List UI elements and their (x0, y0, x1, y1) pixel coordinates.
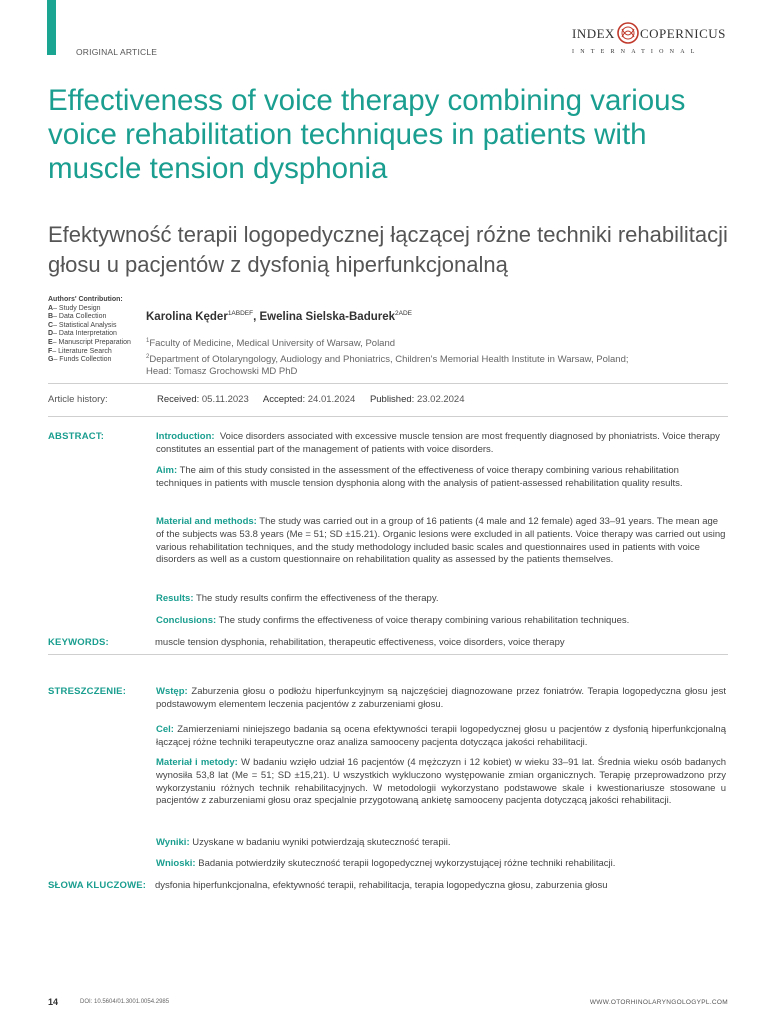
streszczenie-wstep: Wstęp: Zaburzenia głosu o podłożu hiperfunkcyjnym są najczęściej diagnozowane przez foniatrów. Terapia logopedyczna głosu jest podstawowym elementem leczenia pacjentów z zaburzeniami głosu. (156, 686, 727, 710)
contribution-item: G– Funds Collection (48, 356, 112, 364)
author-sup: 1ABDEF (227, 310, 254, 317)
history-label: Article history: (48, 394, 108, 405)
affiliation-line: $^2$Department of Otolaryngology, Audiology and Phoniatrics, Children's Memorial Health Institute in Warsaw, Poland; (146, 353, 629, 365)
author-name: Ewelina Sielska-Badurek (259, 310, 396, 323)
logo-right-text: COPERNICUS (640, 26, 726, 41)
accepted-date: 24.01.2024 (307, 394, 356, 405)
contribution-item: A– Study Design (48, 304, 101, 312)
article-history: Received: 05.11.2023 Accepted: 24.01.2024 Published: 23.02.2024 (157, 394, 465, 405)
affiliations (146, 335, 629, 379)
abstract-results: Results: The study results confirm the effectiveness of the therapy. (156, 593, 439, 604)
abstract-aim: Aim: The aim of this study consisted in the assessment of the effectiveness of voice therapy combining various rehabilitation techniques in patients with muscle tension dysphonia along with the analysis of patient-assessed rehabilitation quality results. (156, 465, 683, 489)
title-english: Effectiveness of voice therapy combining various voice rehabilitation techniques in patients with muscle tension dysphonia (48, 84, 686, 185)
author-list: Karolina Kęder$^{1ABDEF}$, Ewelina Sielska-Badurek$^{2ADE}$ (146, 310, 412, 323)
contribution-item: D– Data Interpretation (48, 330, 117, 338)
streszczenie-label: STRESZCZENIE: (48, 686, 127, 697)
streszczenie-metody: Materiał i metody: W badaniu wzięło udział 16 pacjentów (4 mężczyzn i 12 kobiet) w wieku 33–91 lat. Średnia wieku osób badanych wynosiła 53,8 lat (Me = 51; SD ±15,21). U wszystkich wykluczono występowanie zmian organicznych. Terapię przeprowadzono przy wykorzystaniu różnych technik rehabilitacyjnych. W metodologii wykorzystano podstawowe skale i kwestionariusze stosowane u pacjentów z zaburzeniami głosu oraz specjalnie przygotowaną ankietę samooceny pacjenta dotyczącą jakości rehabilitacji. (156, 757, 726, 807)
contribution-heading: Authors' Contribution: (48, 296, 123, 303)
logo-left-text: INDEX (572, 26, 615, 41)
keywords-label: KEYWORDS: (48, 637, 109, 648)
streszczenie-cel: Cel: Zamierzeniami niniejszego badania są ocena efektywności terapii logopedycznej głosu u pacjentów z dysfonią hiperfunkcjonalną łączącej różne techniki terapeutyczne oraz analiza samooceny pacjenta dotycząca jakości rehabilitacji. (156, 724, 726, 748)
journal-url[interactable]: WWW.OTORHINOLARYNGOLOGYPL.COM (589, 999, 728, 1006)
title-polish: Efektywność terapii logopedycznej łączącej różne techniki rehabilitacji głosu u pacjentów z dysfonią hiperfunkcjonalną (48, 222, 728, 277)
slowa-kluczowe-text: dysfonia hiperfunkcjonalna, efektywność terapii, rehabilitacja, terapia logopedyczna głosu, zaburzenia głosu (155, 880, 608, 891)
contribution-item: B– Data Collection (48, 313, 107, 321)
accent-tab (47, 0, 56, 55)
abstract-conclusions: Conclusions: The study confirms the effectiveness of voice therapy combining various rehabilitation techniques. (156, 615, 630, 626)
streszczenie-wyniki: Wyniki: Uzyskane w badaniu wyniki potwierdzają skuteczność terapii. (156, 837, 451, 848)
received-date: 05.11.2023 (201, 394, 249, 405)
author-name: Karolina Kęder (146, 310, 228, 323)
divider (48, 383, 728, 384)
contribution-item: C– Statistical Analysis (48, 321, 117, 329)
divider (48, 654, 728, 655)
contribution-item: E– Manuscript Preparation (48, 338, 131, 346)
affiliation-line: $^1$Faculty of Medicine, Medical University of Warsaw, Poland (146, 338, 396, 350)
published-date: 23.02.2024 (416, 394, 465, 405)
streszczenie-wnioski: Wnioski: Badania potwierdziły skuteczność terapii logopedycznej wykorzystującej różne techniki rehabilitacji. (156, 858, 616, 869)
authors-contribution (48, 296, 148, 365)
index-copernicus-emblem-icon (617, 22, 639, 44)
abstract-introduction: Introduction: Voice disorders associated with excessive muscle tension are most frequently diagnosed by phoniatrists. Voice therapy constitutes an essential part of the management of patients with voice disorders. (156, 431, 720, 455)
affiliation-line: Head: Tomasz Grochowski MD PhD (146, 366, 298, 378)
slowa-kluczowe-label: SŁOWA KLUCZOWE: (48, 880, 147, 891)
divider (48, 416, 728, 417)
contribution-item: F– Literature Search (48, 347, 112, 355)
logo-sub-text: INTERNATIONAL (572, 49, 701, 55)
keywords-text: muscle tension dysphonia, rehabilitation, therapeutic effectiveness, voice disorders, voice therapy (155, 637, 565, 648)
doi: DOI: 10.5604/01.3001.0054.2985 (80, 999, 170, 1005)
index-copernicus-logo (572, 22, 732, 62)
page-number: 14 (48, 997, 59, 1007)
abstract-label: ABSTRACT: (48, 431, 105, 442)
article-type: ORIGINAL ARTICLE (76, 47, 158, 57)
abstract-methods: Material and methods: The study was carried out in a group of 16 patients (4 male and 12 female) aged 33–91 years. The mean age of the subjects was 53.8 years (Me = 51; SD ±15.21). Organic lesions were excluded in all patients. Voice therapy was carried out using various rehabilitation techniques, and the study methodology included basic scales and questionnaires used in patients with voice disorders as well as a custom questionnaire on rehabilitation quality as assessed by the patients themselves. (156, 516, 726, 566)
author-sup: 2ADE (395, 310, 412, 317)
